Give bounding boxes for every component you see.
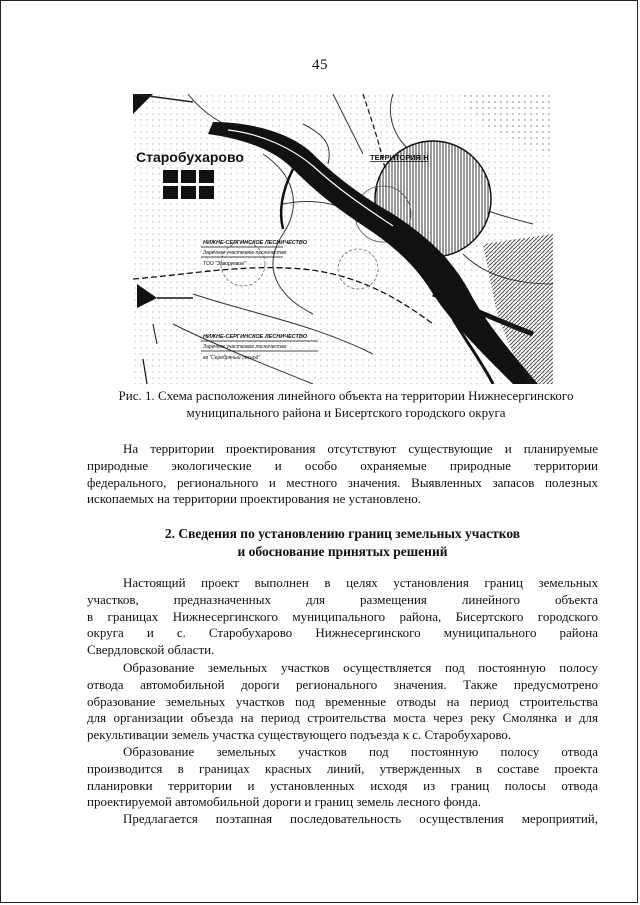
section-heading-line-1: 2. Сведения по установлению границ земельных участков	[164, 526, 521, 541]
paragraph-line: округа и с. Старобухарово Нижнесергинского муниципального района	[87, 625, 598, 641]
paragraph-land-formation	[87, 660, 598, 744]
paragraph-line: Свердловской области.	[87, 642, 215, 658]
location-map-figure	[133, 94, 553, 384]
section-heading	[87, 525, 598, 561]
paragraph-line: участков, предназначенных для размещения линейного объекта	[87, 591, 598, 607]
section-heading-line-2: и обоснование принятых решений	[237, 544, 448, 559]
paragraph-project-purpose	[87, 575, 598, 659]
paragraph-line: производится в границах красных линий, утвержденных в составе проекта	[87, 760, 598, 776]
paragraph-protected-areas	[87, 441, 598, 508]
paragraph-line: рекультивации земель участка существующего подъезда к с. Старобухарово.	[87, 727, 512, 743]
svg-text:НИЖНЕ-СЕРГИНСКОЕ ЛЕСНИЧЕСТВО: НИЖНЕ-СЕРГИНСКОЕ ЛЕСНИЧЕСТВО	[203, 334, 308, 340]
figure-caption-line-2: муниципального района и Бисертского городского округа	[186, 405, 506, 420]
paragraph-line: Предлагается поэтапная последовательность осуществления мероприятий,	[123, 811, 598, 826]
paragraph-line: На территории проектирования отсутствуют существующие и планируемые	[123, 441, 598, 456]
paragraph-line: отвода автомобильной дороги регионального значения. Также предусмотрено	[87, 676, 598, 692]
svg-text:Заречное участковое лесничеств: Заречное участковое лесничество	[203, 344, 287, 350]
paragraph-line: планировки территории и установленных исходя из границ полосы отвода	[87, 777, 598, 793]
paragraph-line: для организации объезда на период строительства моста через реку Смолянка и для	[87, 710, 598, 726]
svg-text:Заречное участковое лесничеств: Заречное участковое лесничество	[203, 250, 287, 256]
figure-caption-line-1: Рис. 1. Схема расположения линейного объекта на территории Нижнесергинского	[118, 388, 574, 403]
paragraph-line: Образование земельных участков под постоянную полосу отвода	[123, 744, 598, 759]
svg-text:кв "Серебряный лесной": кв "Серебряный лесной"	[203, 355, 261, 361]
location-map	[133, 94, 553, 384]
paragraph-stages	[87, 811, 598, 828]
page-number: 45	[312, 57, 328, 73]
paragraph-line: в границах Нижнесергинского муниципального района, Бисертского городского	[87, 608, 598, 624]
paragraph-line: Образование земельных участков осуществляется под постоянную полосу	[123, 660, 598, 675]
paragraph-line: ископаемых на территории проектирования не установлено.	[87, 491, 421, 507]
paragraph-line: проектируемой автомобильной дороги и границ земель лесного фонда.	[87, 794, 481, 810]
paragraph-line: Настоящий проект выполнен в целях установления границ земельных	[123, 575, 598, 590]
paragraph-red-lines	[87, 744, 598, 811]
svg-text:НИЖНЕ-СЕРГИНСКОЕ ЛЕСНИЧЕСТВО: НИЖНЕ-СЕРГИНСКОЕ ЛЕСНИЧЕСТВО	[203, 240, 308, 246]
svg-text:ТОО "Заворуевое": ТОО "Заворуевое"	[203, 261, 246, 267]
town-label: Старобухарово	[136, 149, 244, 165]
paragraph-line: федерального, регионального и местного значения. Выявленных запасов полезных	[87, 474, 598, 490]
territory-label: ТЕРРИТОРИЯ Н	[370, 153, 429, 162]
paragraph-line: природные экологические и особо охраняемые природные территории	[87, 457, 598, 473]
figure-caption	[96, 387, 596, 421]
paragraph-line: образование земельных участков под временные отводы на период строительства	[87, 693, 598, 709]
